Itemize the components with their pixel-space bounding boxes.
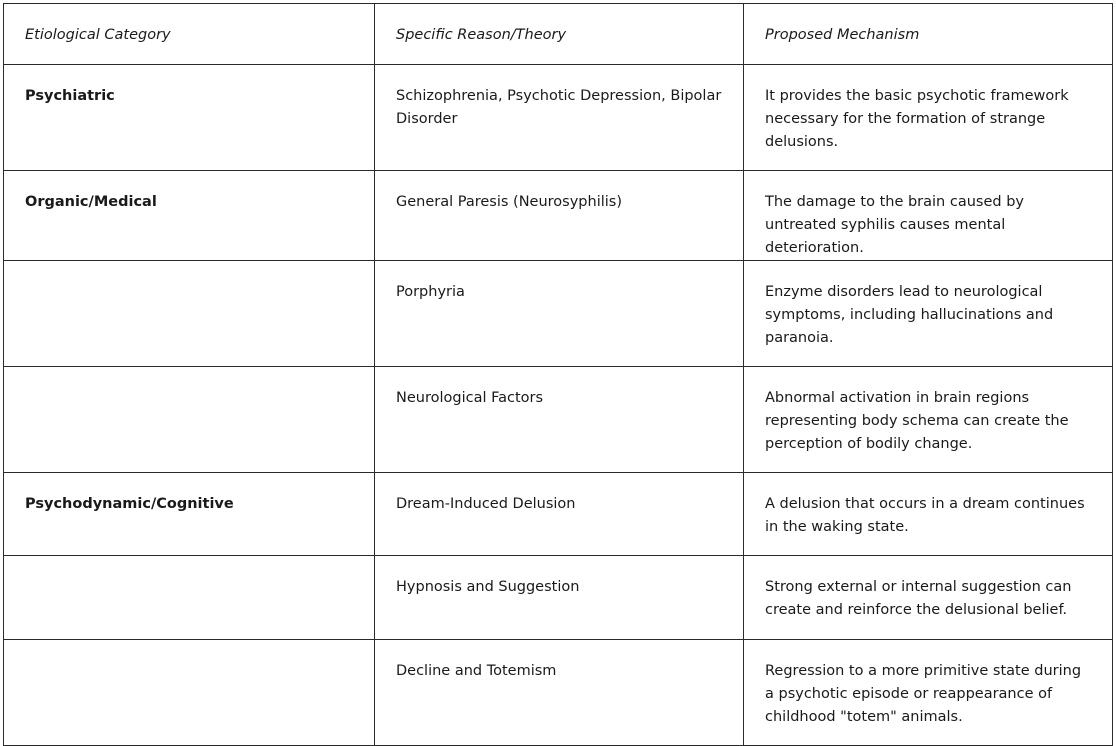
mechanism-cell: Abnormal activation in brain regions representing body schema can create the perception of bodily change.	[744, 367, 1113, 473]
mechanism-cell: It provides the basic psychotic framework necessary for the formation of strange delusions.	[744, 65, 1113, 171]
table-row	[4, 473, 1113, 556]
mechanism-cell: A delusion that occurs in a dream continues in the waking state.	[744, 473, 1113, 556]
reason-cell: Porphyria	[375, 261, 744, 367]
table-header-row	[4, 4, 1113, 65]
table-row	[4, 556, 1113, 640]
table-row	[4, 171, 1113, 261]
reason-cell: Schizophrenia, Psychotic Depression, Bipolar Disorder	[375, 65, 744, 171]
mechanism-cell: Strong external or internal suggestion can create and reinforce the delusional belief.	[744, 556, 1113, 640]
category-cell	[4, 556, 375, 640]
reason-cell: Hypnosis and Suggestion	[375, 556, 744, 640]
category-cell: Psychiatric	[4, 65, 375, 171]
reason-cell: Decline and Totemism	[375, 640, 744, 746]
category-cell: Organic/Medical	[4, 171, 375, 261]
header-specific-reason: Specific Reason/Theory	[375, 4, 744, 65]
reason-cell: General Paresis (Neurosyphilis)	[375, 171, 744, 261]
reason-cell: Dream-Induced Delusion	[375, 473, 744, 556]
category-cell	[4, 367, 375, 473]
table-row	[4, 65, 1113, 171]
header-proposed-mechanism: Proposed Mechanism	[744, 4, 1113, 65]
category-cell: Psychodynamic/Cognitive	[4, 473, 375, 556]
reason-cell: Neurological Factors	[375, 367, 744, 473]
mechanism-cell: The damage to the brain caused by untreated syphilis causes mental deterioration.	[744, 171, 1113, 261]
table-row	[4, 261, 1113, 367]
table-row	[4, 367, 1113, 473]
mechanism-cell: Regression to a more primitive state during a psychotic episode or reappearance of childhood "totem" animals.	[744, 640, 1113, 746]
mechanism-cell: Enzyme disorders lead to neurological symptoms, including hallucinations and paranoia.	[744, 261, 1113, 367]
category-cell	[4, 261, 375, 367]
header-etiological-category: Etiological Category	[4, 4, 375, 65]
etiology-table	[3, 3, 1113, 746]
category-cell	[4, 640, 375, 746]
table-row	[4, 640, 1113, 746]
